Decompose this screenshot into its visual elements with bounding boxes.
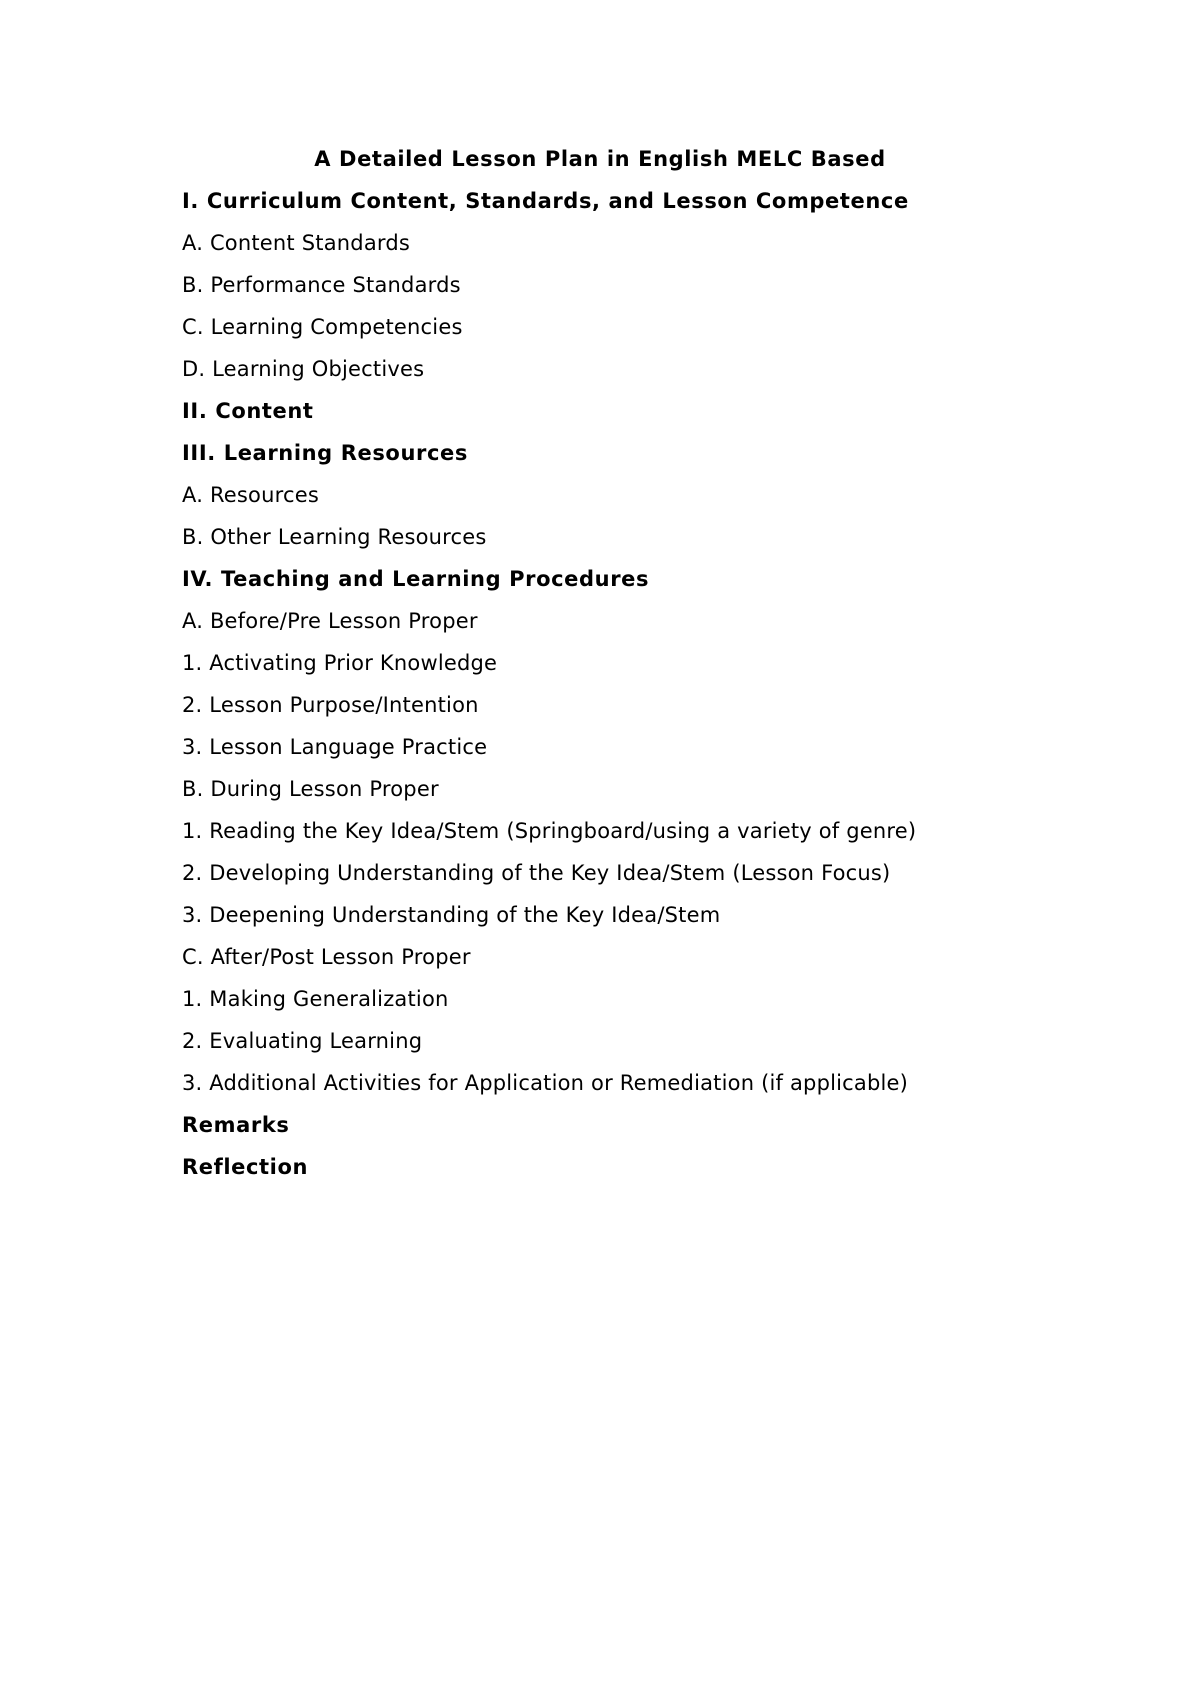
outline-item: 2. Evaluating Learning — [182, 1029, 423, 1053]
outline-item: 1. Activating Prior Knowledge — [182, 651, 498, 675]
section-heading: IV. Teaching and Learning Procedures — [182, 567, 650, 591]
outline-item: 2. Developing Understanding of the Key Idea/Stem (Lesson Focus) — [182, 861, 891, 885]
section-heading: I. Curriculum Content, Standards, and Lesson Competence — [182, 189, 909, 213]
outline-item: A. Before/Pre Lesson Proper — [182, 609, 478, 633]
outline-item: 3. Additional Activities for Application or Remediation (if applicable) — [182, 1071, 909, 1095]
outline-item: C. Learning Competencies — [182, 315, 463, 339]
section-heading: II. Content — [182, 399, 314, 423]
outline-item: 1. Reading the Key Idea/Stem (Springboard/using a variety of genre) — [182, 819, 917, 843]
section-heading: Remarks — [182, 1113, 290, 1137]
outline-item: 1. Making Generalization — [182, 987, 449, 1011]
lesson-plan-outline — [182, 187, 1082, 1195]
outline-item: D. Learning Objectives — [182, 357, 425, 381]
section-heading: III. Learning Resources — [182, 441, 468, 465]
outline-item: 3. Deepening Understanding of the Key Idea/Stem — [182, 903, 721, 927]
outline-item: B. During Lesson Proper — [182, 777, 439, 801]
outline-item: 3. Lesson Language Practice — [182, 735, 488, 759]
outline-item: B. Other Learning Resources — [182, 525, 487, 549]
document-title: A Detailed Lesson Plan in English MELC Based — [314, 147, 886, 171]
outline-item: A. Content Standards — [182, 231, 411, 255]
outline-item: A. Resources — [182, 483, 319, 507]
outline-item: 2. Lesson Purpose/Intention — [182, 693, 479, 717]
outline-item: C. After/Post Lesson Proper — [182, 945, 471, 969]
section-heading: Reflection — [182, 1155, 309, 1179]
outline-item: B. Performance Standards — [182, 273, 461, 297]
